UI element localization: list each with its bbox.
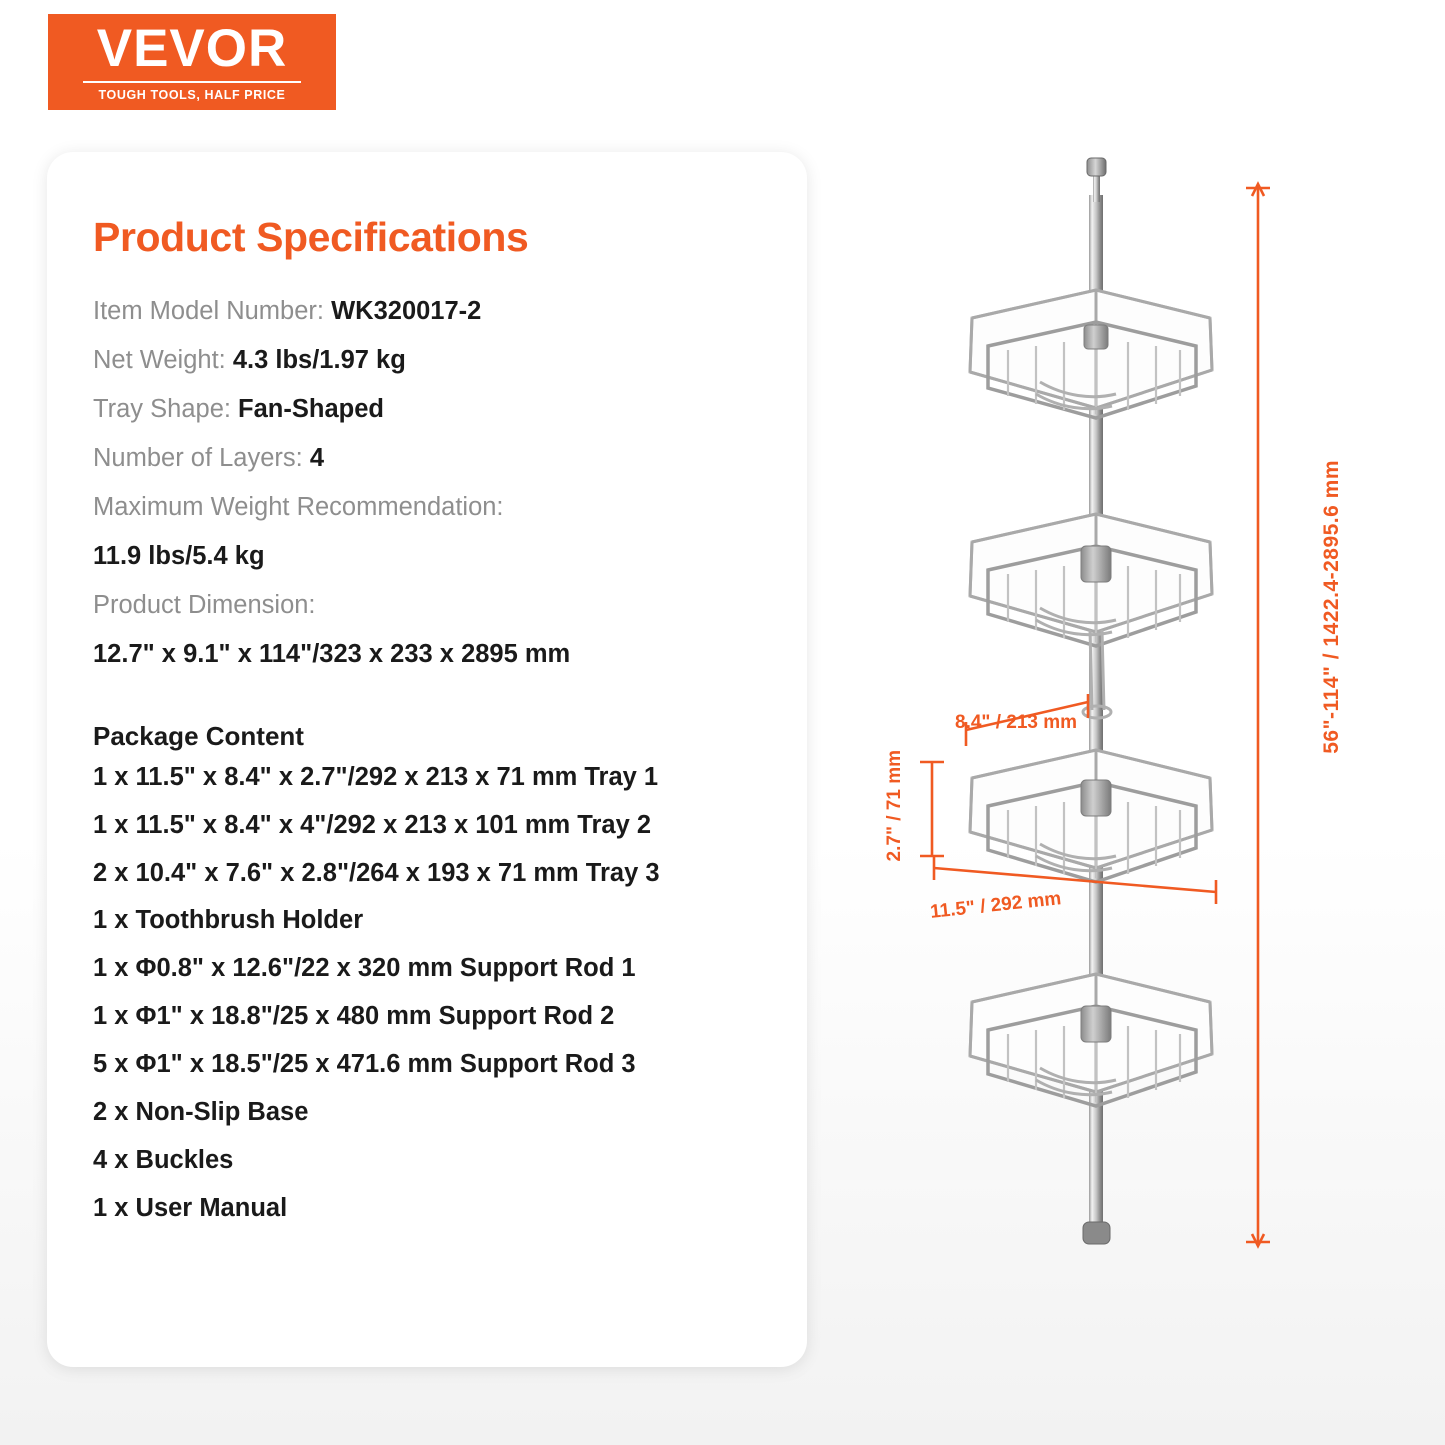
product-illustration: 56"-114" / 1422.4-2895.6 mm bbox=[840, 150, 1400, 1330]
spec-value-layers: 4 bbox=[309, 443, 325, 472]
spec-value-net-weight: 4.3 lbs/1.97 kg bbox=[232, 345, 406, 374]
package-item: 2 x Non-Slip Base bbox=[93, 1098, 309, 1127]
shower-caddy-drawing bbox=[840, 150, 1400, 1330]
spec-value-model: WK320017-2 bbox=[331, 297, 482, 325]
non-slip-base bbox=[1083, 1222, 1110, 1244]
top-cap bbox=[1087, 158, 1106, 176]
package-item: 1 x Φ0.8" x 12.6"/22 x 320 mm Support Rod 1 bbox=[93, 954, 636, 983]
package-item: 1 x 11.5" x 8.4" x 4"/292 x 213 x 101 mm Tray 2 bbox=[93, 810, 652, 839]
product-specifications-card bbox=[47, 152, 807, 1367]
package-item: 5 x Φ1" x 18.5"/25 x 471.6 mm Support Rod 3 bbox=[93, 1050, 636, 1079]
spec-label-net-weight: Net Weight: bbox=[93, 345, 233, 374]
dimension-tray-width-bottom: 11.5" / 292 mm bbox=[929, 888, 1063, 923]
package-item: 1 x Toothbrush Holder bbox=[93, 906, 364, 935]
package-item: 2 x 10.4" x 7.6" x 2.8"/264 x 193 x 71 mm Tray 3 bbox=[93, 858, 660, 887]
package-content-title: Package Content bbox=[93, 720, 304, 751]
logo-divider bbox=[83, 81, 301, 83]
buckle bbox=[1081, 780, 1111, 816]
buckle bbox=[1081, 546, 1111, 582]
page-title: Product Specifications bbox=[93, 214, 529, 260]
spec-row-net-weight bbox=[93, 336, 759, 385]
dimension-tray-width-top: 8.4" / 213 mm bbox=[955, 712, 1078, 733]
spec-label-tray-shape: Tray Shape: bbox=[93, 394, 239, 423]
spec-label-max-weight: Maximum Weight Recommendation: bbox=[93, 492, 504, 521]
spec-label-layers: Number of Layers: bbox=[93, 443, 310, 472]
buckle bbox=[1084, 325, 1108, 349]
brand-name: VEVOR bbox=[96, 19, 288, 78]
tray-2 bbox=[970, 514, 1212, 718]
vevor-logo bbox=[48, 14, 336, 110]
spec-row-tray-shape bbox=[93, 385, 759, 434]
tray-1 bbox=[970, 290, 1212, 418]
spec-label-model: Item Model Number: bbox=[93, 297, 332, 325]
brand-tagline: TOUGH TOOLS, HALF PRICE bbox=[98, 88, 286, 102]
spec-label-dimension: Product Dimension: bbox=[93, 590, 316, 619]
buckle bbox=[1081, 1006, 1111, 1042]
spec-row-model bbox=[93, 287, 759, 336]
package-item: 1 x User Manual bbox=[93, 1194, 288, 1223]
package-item: 1 x 11.5" x 8.4" x 2.7"/292 x 213 x 71 mm Tray 1 bbox=[93, 762, 659, 791]
spec-value-dimension: 12.7" x 9.1" x 114"/323 x 233 x 2895 mm bbox=[93, 639, 571, 668]
dimension-tray-height: 2.7" / 71 mm bbox=[884, 750, 905, 862]
spec-value-tray-shape: Fan-Shaped bbox=[238, 394, 384, 423]
package-item: 1 x Φ1" x 18.8"/25 x 480 mm Support Rod 2 bbox=[93, 1002, 615, 1031]
spec-row-layers bbox=[93, 434, 759, 483]
package-item: 4 x Buckles bbox=[93, 1146, 234, 1175]
spec-value-max-weight: 11.9 lbs/5.4 kg bbox=[93, 541, 265, 570]
